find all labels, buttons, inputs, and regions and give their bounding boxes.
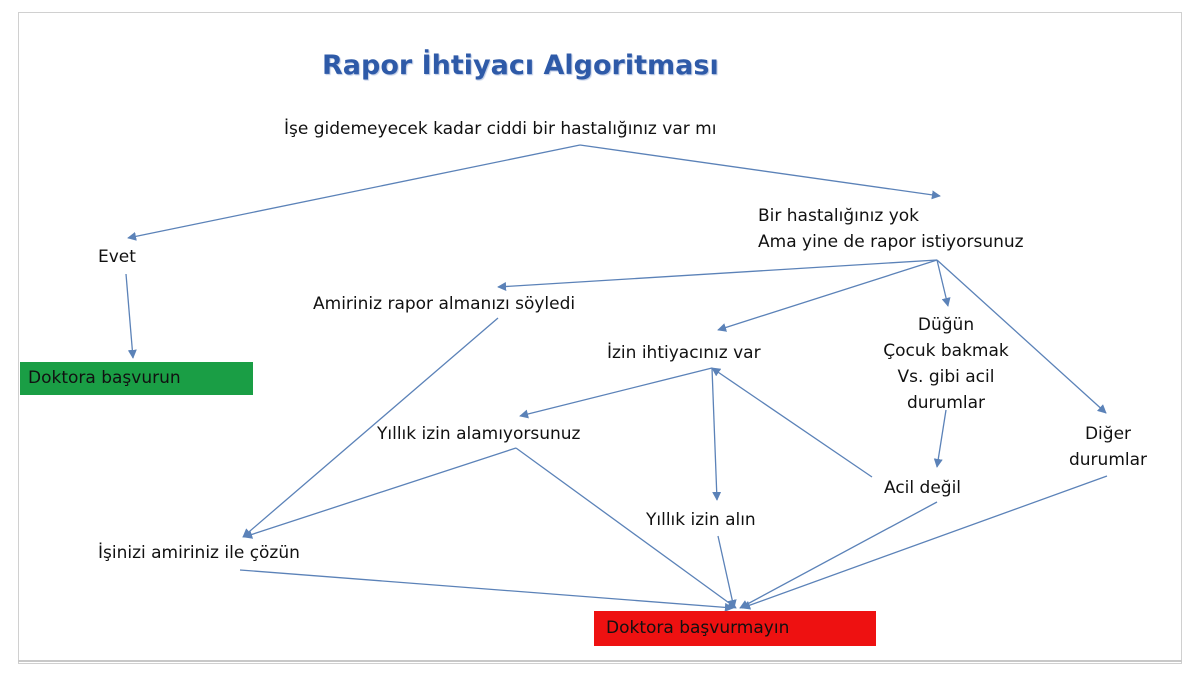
node-take-annual-leave: Yıllık izin alın (646, 510, 756, 530)
node-no-annual-leave: Yıllık izin alamıyorsunuz (377, 424, 581, 444)
node-manager-said: Amiriniz rapor almanızı söyledi (313, 294, 576, 314)
node-no-illness-line-2: Ama yine de rapor istiyorsunuz (758, 232, 1024, 252)
node-solve-with-manager: İşinizi amiriniz ile çözün (98, 543, 300, 563)
arrow-solve-to-dont (240, 570, 733, 608)
arrow-leave-to-take-annual (712, 368, 717, 500)
arrow-yes-to-doctor (126, 274, 133, 358)
outcome-see-doctor: Doktora başvurun (20, 362, 253, 395)
node-urgent-line-4: durumlar (906, 393, 986, 413)
arrow-question-to-yes (128, 145, 580, 238)
node-other-line-2: durumlar (1068, 450, 1148, 470)
arrow-question-to-no (580, 145, 940, 196)
arrow-no-annual-to-solve (244, 448, 516, 537)
node-not-urgent: Acil değil (884, 478, 962, 498)
node-yes: Evet (98, 247, 136, 267)
arrow-no-to-urgent (937, 260, 948, 306)
node-question: İşe gidemeyecek kadar ciddi bir hastalığınız var mı (284, 119, 717, 139)
node-no-illness-line-1: Bir hastalığınız yok (758, 206, 920, 226)
node-urgent (861, 312, 1031, 416)
arrow-no-to-manager (498, 260, 937, 287)
arrow-urgent-to-not-urgent (937, 410, 946, 467)
outcome-dont-see-doctor: Doktora başvurmayın (594, 611, 876, 646)
node-no-illness (758, 203, 1024, 255)
node-urgent-line-1: Düğün (917, 315, 975, 335)
node-urgent-line-2: Çocuk bakmak (883, 341, 1009, 361)
arrow-leave-to-no-annual (520, 368, 712, 416)
arrow-not-urgent-to-dont (740, 502, 937, 608)
diagram-title: Rapor İhtiyacı Algoritması (322, 50, 719, 81)
node-need-leave: İzin ihtiyacınız var (607, 343, 761, 363)
node-other (1053, 421, 1163, 473)
node-other-line-1: Diğer (1084, 424, 1132, 444)
arrow-notu-urgent-to-leave (712, 368, 872, 477)
node-urgent-line-3: Vs. gibi acil (897, 367, 995, 387)
